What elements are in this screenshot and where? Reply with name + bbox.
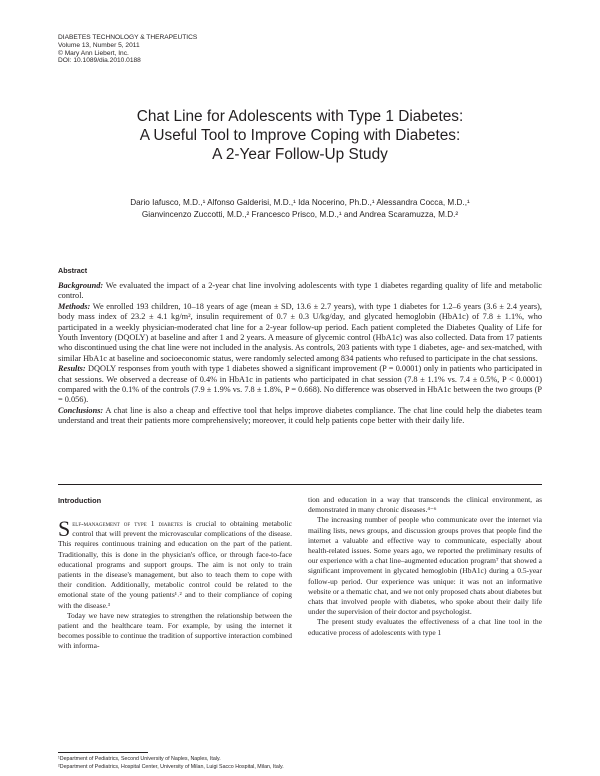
footnote-1: ¹Department of Pediatrics, Second University of Naples, Naples, Italy. [58, 756, 221, 762]
intro-paragraph-1 [58, 516, 292, 611]
abstract-heading: Abstract [58, 266, 88, 275]
copyright: © Mary Ann Liebert, Inc. [58, 49, 129, 57]
background-label: Background: [58, 281, 104, 290]
abstract-background [58, 281, 542, 302]
footnote-2: ²Department of Pediatrics, Hospital Center, University of Milan, Luigi Sacco Hospital, Milan, Italy. [58, 764, 284, 770]
journal-name: DIABETES TECHNOLOGY & THERAPEUTICS [58, 34, 198, 41]
authors-line-2: Gianvincenzo Zuccotti, M.D.,² Francesco Prisco, M.D.,¹ and Andrea Scaramuzza, M.D.² [141, 210, 459, 220]
intro-paragraph-4: The increasing number of people who communicate over the internet via mailing lists, news groups, and discussion groups proves that people find the internet a valuable and effective way to communicate, especially about health-related issues. Some years ago, we reported the preliminary results of our experience with a chat line–augmented education program⁷ that showed a significant improvement in glycated hemoglobin (HbA1c) during a 0.5-year follow-up period. Our experience was unique: it was not an informative website or a thematic chat, and we not only proposed chats about diabetes but chats that involved people with diabetes, who spoke about their daily life under the supervision of their doctor and psychologist. [308, 515, 542, 617]
intro-p1-text: is crucial to obtaining metabolic control that will prevent the microvascular complications of the disease. This requires continuous training and education on the part of the patient. Traditionally, this is done in the physician's office, or through face-to-face educational programs and support groups. The aim is not only to train patients in the disease's management, but also to teach them to cope with their condition. Additionally, metabolic control could be related to the emotional state of the young patients¹˒² and to their compliance of coping with the disease.³ [58, 519, 292, 610]
authors-line-1: Dario Iafusco, M.D.,¹ Alfonso Galderisi, M.D.,¹ Ida Nocerino, Ph.D.,¹ Alessandra Cocca, M.D.,¹ [130, 198, 470, 207]
section-divider [58, 484, 542, 485]
left-column [58, 516, 292, 652]
abstract-methods [58, 302, 542, 364]
abstract-body [58, 281, 542, 427]
results-label: Results: [58, 364, 86, 374]
author-list [70, 197, 530, 222]
right-column [308, 495, 542, 638]
abstract-conclusions [58, 406, 542, 427]
background-text: We evaluated the impact of a 2-year chat line involving adolescents with type 1 diabetes regarding quality of life and metabolic control. [58, 281, 542, 301]
journal-volume: Volume 13, Number 5, 2011 [58, 41, 140, 49]
doi: DOI: 10.1089/dia.2010.0188 [58, 57, 141, 65]
conclusions-text: A chat line is also a cheap and effective tool that helps improve diabetes compliance. The chat line could help the diabetes team understand and treat their patients more comprehensively; moreover, it could help patients cope better with their daily life. [58, 405, 542, 426]
intro-paragraph-3: tion and education in a way that transcends the clinical environment, as demonstrated in many chronic diseases.⁴⁻⁶ [308, 495, 542, 515]
title-line-1: Chat Line for Adolescents with Type 1 Diabetes: [136, 108, 464, 125]
conclusions-label: Conclusions: [58, 405, 104, 415]
article-title [40, 107, 560, 164]
introduction-heading: Introduction [58, 496, 102, 505]
intro-paragraph-5: The present study evaluates the effectiveness of a chat line tool in the educative process of adolescents with type 1 [308, 617, 542, 637]
footnote-divider [58, 752, 148, 753]
drop-cap: S [58, 516, 71, 541]
title-line-3: A 2-Year Follow-Up Study [212, 146, 388, 163]
journal-header [58, 34, 197, 65]
methods-text: We enrolled 193 children, 10–18 years of age (mean ± SD, 13.6 ± 2.7 years), with type 1 diabetes for 1.2–6 years (3.6 ± 2.4 years), body mass index of 23.2 ± 4.1 kg/m², insulin requirement of 0.7 ± 0.3 U/kg/day, and glycated hemoglobin (HbA1c) of 7.8 ± 1.1%, who participated in a weekly physician-moderated chat line for a 2-year follow-up period. Each patient completed the Diabetes Quality of Life for Youth Inventory (DQOLY) at baseline and after 1 and 2 years. A measure of glycemic control (HbA1c) was also collected. Data from 17 patients who discontinued using the chat line were not included in the analysis. As controls, 203 patients with type 1 diabetes, age- and sex-matched, with similar HbA1c at baseline and socioeconomic status, were randomly selected among 834 patients who refused to participate in the chat sessions. [58, 301, 542, 363]
title-line-2: A Useful Tool to Improve Coping with Diabetes: [139, 127, 461, 144]
methods-label: Methods: [58, 301, 91, 311]
abstract-results [58, 364, 542, 406]
smallcaps-lead: elf-management of type 1 diabetes [72, 519, 183, 528]
results-text: DQOLY responses from youth with type 1 diabetes showed a significant improvement (P = 0.0001) only in patients who participated in chat sessions. We observed a decrease of 0.4% in HbA1c in patients who participated in chat session (7.8 ± 1.1% vs. 7.4 ± 0.5%, P < 0.0001) compared with the 0.1% of the controls (7.9 ± 1.9% vs. 7.8 ± 1.8%, P = 0.668). No difference was observed in HbA1c between the two groups (P = 0.056). [58, 364, 542, 405]
intro-paragraph-2: Today we have new strategies to strengthen the relationship between the patient and the healthcare team. For example, by using the internet it becomes possible to continue the tradition of supportive interaction combined with informa- [58, 610, 292, 651]
